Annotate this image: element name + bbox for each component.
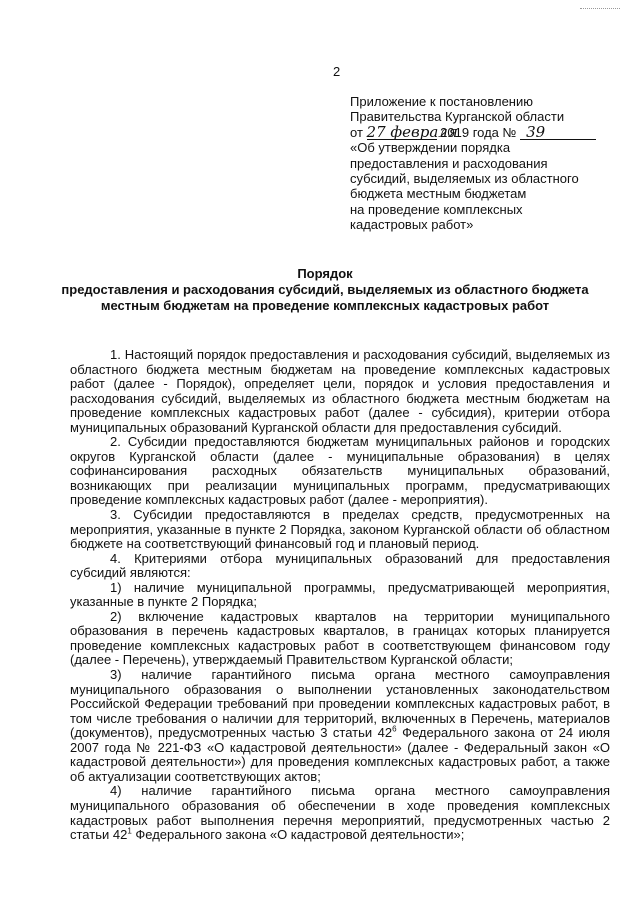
scan-marks — [580, 8, 620, 11]
superscript: 1 — [127, 826, 132, 836]
title-line-2: местным бюджетам на проведение комплексных кадастровых работ — [100, 298, 550, 313]
paragraph-text: 4) наличие гарантийного письма органа местного самоуправления муниципального образования об обеспечении в ходе проведения комплексных кадастровых работ выполнения перечня мероприятий, предусмотренных частью 2 статьи 42 — [70, 783, 610, 843]
title-line-1: предоставления и расходования субсидий, выделяемых из областного бюджета — [61, 282, 589, 297]
from-prefix: от — [350, 124, 363, 140]
appendix-line-2: Правительства Курганской области — [350, 109, 565, 125]
paragraph: 2) включение кадастровых кварталов на территории муниципального образования в перечень кадастровых кварталов, в границах которых планируется проведение комплексных кадастровых работ в соответствующем финансовом году (далее - Перечень), утверждаемый Правительством Курганской области; — [70, 608, 610, 668]
handwritten-number: 39 — [520, 126, 596, 140]
appendix-header — [350, 94, 620, 233]
paragraph — [70, 784, 610, 842]
year-suffix: 2019 года № — [440, 124, 517, 140]
paragraph: 4. Критериями отбора муниципальных образований для предоставления субсидий являются: — [70, 550, 610, 581]
paragraph: 1. Настоящий порядок предоставления и расходования субсидий, выделяемых из областного бюджета местным бюджетам на проведение комплексных кадастровых работ (далее - Порядок), определяет цели, порядок и условия предоставления и расходования субсидий, выделяемых из областного бюджета местным бюджетам на проведение комплексных кадастровых работ (далее - субсидия), критерии отбора муниципальных образований Курганской области для предоставления субсидий. — [70, 347, 610, 435]
paragraph-text: 3) наличие гарантийного письма органа местного самоуправления муниципального образования о выполнении установленных законодательством Российской Федерации требований при проведении комплексных кадастровых работ, в том числе требования о наличии для территорий, включенных в Перечень, материалов (документов), предусмотренных частью 3 статьи 42 — [70, 667, 610, 741]
about-line: на проведение комплексных — [350, 201, 523, 217]
about-line: «Об утверждении порядка — [350, 140, 511, 156]
about-line: предоставления и расходования — [350, 155, 548, 171]
about-line: субсидий, выделяемых из областного — [350, 171, 579, 187]
paragraph-text: Федерального закона «О кадастровой деятельности»; — [131, 827, 465, 843]
paragraph-text: Федерального закона от 24 июля 2007 года № 221-ФЗ «О кадастровой деятельности» (далее - Федеральный закон «О кадастровой деятельности») для проведения комплексных кадастровых работ, а также об актуализации соответствующих актов; — [70, 725, 610, 784]
about-line: кадастровых работ» — [350, 217, 474, 233]
paragraph — [70, 668, 610, 784]
page-number: 2 — [333, 64, 341, 79]
paragraph: 2. Субсидии предоставляются бюджетам муниципальных районов и городских округов Курганской области (далее - муниципальные образования) в целях софинансирования расходных обязательств муниципальных образований, возникающих при реализации муниципальных программ, предусматривающих проведение комплексных кадастровых работ (далее - мероприятия). — [70, 434, 610, 508]
about-line: бюджета местным бюджетам — [350, 186, 527, 202]
superscript: 6 — [392, 724, 397, 734]
document-body — [70, 348, 610, 843]
appendix-date-line — [350, 122, 620, 141]
title-heading: Порядок — [297, 266, 353, 281]
document-title — [30, 266, 620, 314]
handwritten-date: 27 февраля — [366, 122, 458, 141]
paragraph: 1) наличие муниципальной программы, предусматривающей мероприятия, указанные в пункте 2 Порядка; — [70, 579, 610, 610]
paragraph: 3. Субсидии предоставляются в пределах средств, предусмотренных на мероприятия, указанные в пункте 2 Порядка, законом Курганской области об областном бюджете на соответствующий финансовый год и плановый период. — [70, 507, 610, 552]
appendix-line-1: Приложение к постановлению — [350, 94, 533, 109]
